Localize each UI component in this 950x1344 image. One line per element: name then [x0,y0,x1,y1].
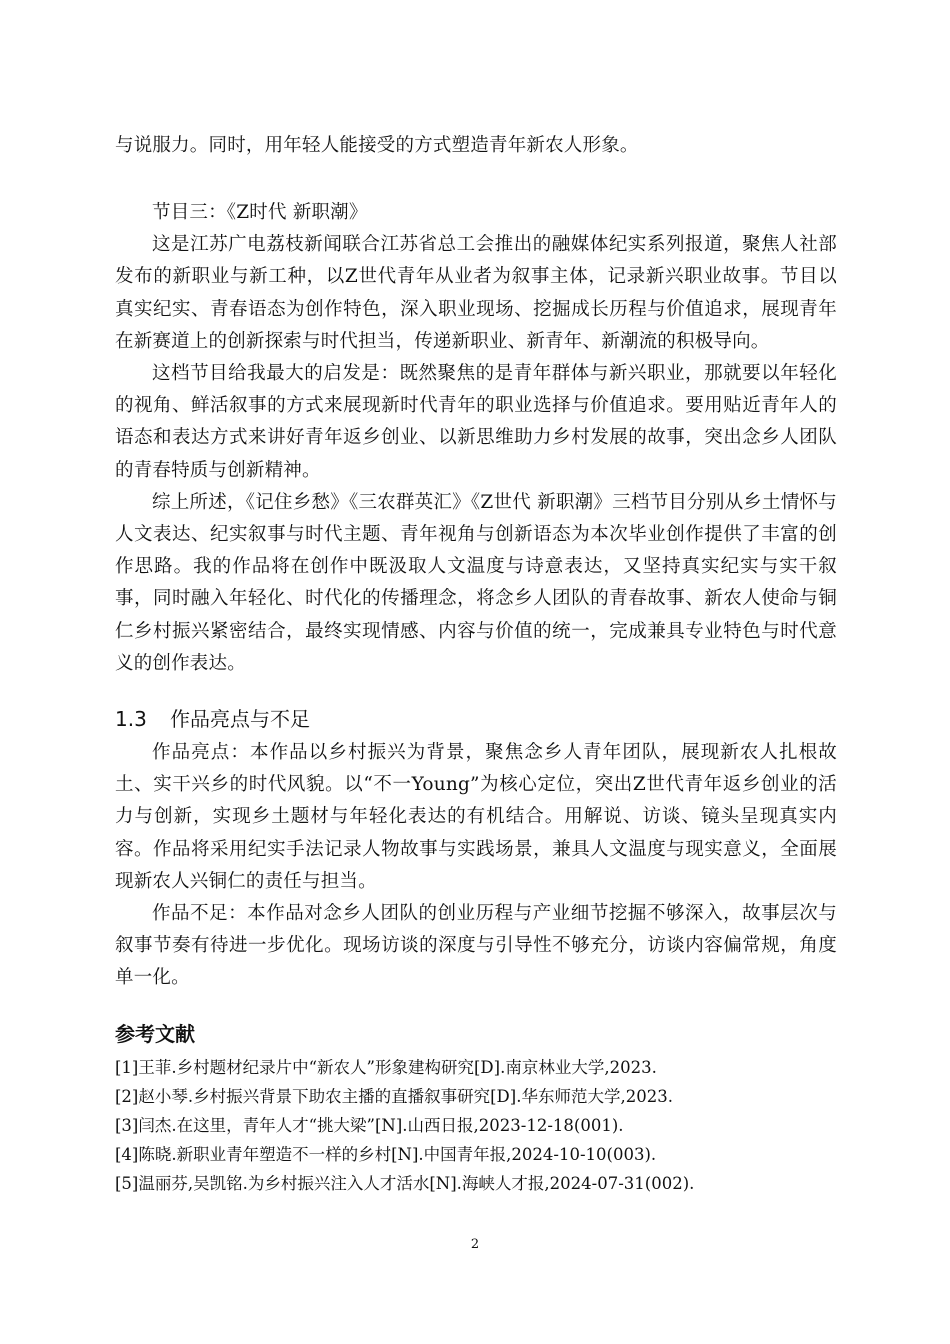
program3-paragraph-3: 综上所述，《记住乡愁》《三农群英汇》《Z世代 新职潮》三档节目分别从乡土情怀与人文表达、纪实叙事与时代主题、青年视角与创新语态为本次毕业创作提供了丰富的创作思路。我的作品将在创作中既汲取人文温度与诗意表达，又坚持真实纪实与实干叙事，同时融入年轻化、时代化的传播理念，将念乡人团队的青春故事、新农人使命与铜仁乡村振兴紧密结合，最终实现情感、内容与价值的统一，完成兼具专业特色与时代意义的创作表达。 [115,491,837,674]
intro-tail-block [115,130,837,162]
section-number: 1.3 [115,707,147,731]
reference-item: [5]温丽芬,吴凯铭.为乡村振兴注入人才活水[N].海峡人才报,2024-07-31(002). [115,1174,695,1193]
reference-item: [4]陈晓.新职业青年塑造不一样的乡村[N].中国青年报,2024-10-10(003). [115,1145,657,1164]
section-1-3-heading [115,703,310,735]
highlights-paragraph: 作品亮点：本作品以乡村振兴为背景，聚焦念乡人青年团队，展现新农人扎根故土、实干兴乡的时代风貌。以“不一Young”为核心定位，突出Z世代青年返乡创业的活力与创新，实现乡土题材与年轻化表达的有机结合。用解说、访谈、镜头呈现真实内容。作品将采用纪实手法记录人物故事与实践场景，兼具人文温度与现实意义，全面展现新农人兴铜仁的责任与担当。 [115,742,837,892]
page-number: 2 [470,1237,480,1252]
reference-item: [2]赵小琴.乡村振兴背景下助农主播的直播叙事研究[D].华东师范大学,2023. [115,1087,673,1106]
reference-item: [1]王菲.乡村题材纪录片中“新农人”形象建构研究[D].南京林业大学,2023. [115,1058,657,1077]
references-list [115,1053,855,1198]
section-1-3-body [115,737,837,995]
references-heading: 参考文献 [115,1022,195,1046]
shortcomings-paragraph: 作品不足：本作品对念乡人团队的创业历程与产业细节挖掘不够深入，故事层次与叙事节奏有待进一步优化。现场访谈的深度与引导性不够充分，访谈内容偏常规，角度单一化。 [115,903,837,989]
reference-item: [3]闫杰.在这里，青年人才“挑大梁”[N].山西日报,2023-12-18(001). [115,1116,624,1135]
program3-paragraph-1: 这是江苏广电荔枝新闻联合江苏省总工会推出的融媒体纪实系列报道，聚焦人社部发布的新职业与新工种，以Z世代青年从业者为叙事主体，记录新兴职业故事。节目以真实纪实、青春语态为创作特色，深入职业现场、挖掘成长历程与价值追求，展现青年在新赛道上的创新探索与时代担当，传递新职业、新青年、新潮流的积极导向。 [115,234,837,352]
section-title: 作品亮点与不足 [170,707,310,731]
program3-paragraph-2: 这档节目给我最大的启发是：既然聚焦的是青年群体与新兴职业，那就要以年轻化的视角、鲜活叙事的方式来展现新时代青年的职业选择与价值追求。要用贴近青年人的语态和表达方式来讲好青年返乡创业、以新思维助力乡村发展的故事，突出念乡人团队的青春特质与创新精神。 [115,363,837,481]
intro-tail-paragraph: 与说服力。同时，用年轻人能接受的方式塑造青年新农人形象。 [115,135,639,156]
program3-block [115,197,837,680]
program3-title: 节目三：《Z时代 新职潮》 [152,202,368,223]
